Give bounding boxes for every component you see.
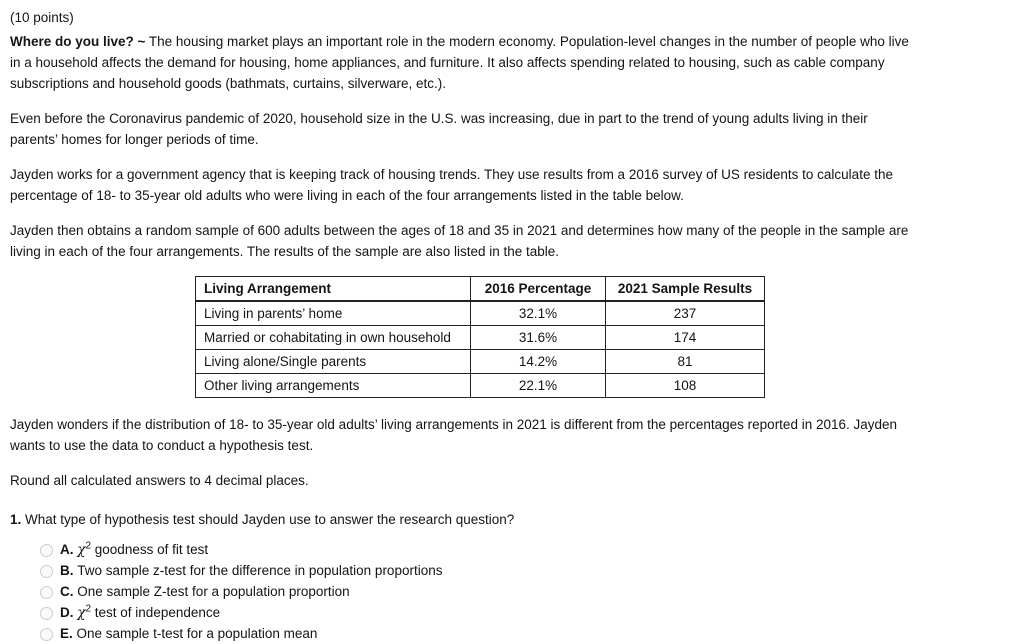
option-c-label: C. One sample Z-test for a population proportion xyxy=(60,584,350,599)
cell-arrangement: Other living arrangements xyxy=(196,374,471,398)
cell-arrangement: Living in parents’ home xyxy=(196,301,471,326)
cell-arrangement: Living alone/Single parents xyxy=(196,350,471,374)
header-2016-percentage: 2016 Percentage xyxy=(471,277,606,302)
answer-option-b[interactable] xyxy=(40,561,916,581)
answer-options xyxy=(40,540,916,644)
table-header-row xyxy=(196,277,765,302)
table-row xyxy=(196,326,765,350)
table-row xyxy=(196,350,765,374)
option-a-label: A. $\chi^2$ goodness of fit test xyxy=(60,540,209,558)
cell-sample: 108 xyxy=(606,374,765,398)
chi-exponent: 2 xyxy=(85,603,92,615)
cell-percentage: 22.1% xyxy=(471,374,606,398)
radio-button-e[interactable] xyxy=(40,628,53,641)
header-living-arrangement: Living Arrangement xyxy=(196,277,471,302)
chi-exponent: 2 xyxy=(85,540,92,552)
radio-button-c[interactable] xyxy=(40,586,53,599)
table-row xyxy=(196,301,765,326)
paragraph-rounding: Round all calculated answers to 4 decimal places. xyxy=(10,473,309,488)
table-row xyxy=(196,374,765,398)
cell-arrangement: Married or cohabitating in own household xyxy=(196,326,471,350)
intro-paragraph xyxy=(10,31,916,94)
cell-sample: 174 xyxy=(606,326,765,350)
option-b-label: B. Two sample z-test for the difference in population proportions xyxy=(60,563,443,578)
intro-text: The housing market plays an important role in the modern economy. Population-level changes in the number of people who live in a household affects the demand for housing, home appliances, and furniture. It also affects spending related to housing, such as cable company subscriptions and household goods (bathmats, curtains, silverware, etc.). xyxy=(10,34,909,91)
answer-option-e[interactable] xyxy=(40,624,916,644)
cell-percentage: 32.1% xyxy=(471,301,606,326)
paragraph-hypothesis: Jayden wonders if the distribution of 18- to 35-year old adults’ living arrangements in 2021 is different from the percentages reported in 2016. Jayden wants to use the data to conduct a hypothesis test. xyxy=(10,417,898,453)
paragraph-pandemic: Even before the Coronavirus pandemic of 2020, household size in the U.S. was increasing, due in part to the trend of young adults living in their parents’ homes for longer periods of time. xyxy=(10,111,868,147)
answer-option-c[interactable] xyxy=(40,582,916,602)
option-d-label: D. $\chi^2$ test of independence xyxy=(60,603,221,621)
answer-option-a[interactable] xyxy=(40,540,916,560)
paragraph-sample: Jayden then obtains a random sample of 600 adults between the ages of 18 and 35 in 2021 and determines how many of the people in the sample are living in each of the four arrangements. The results of the sample are also listed in the table. xyxy=(10,223,909,259)
question-1-text: What type of hypothesis test should Jayden use to answer the research question? xyxy=(21,512,515,527)
option-e-label: E. One sample t-test for a population mean xyxy=(60,626,318,641)
paragraph-agency: Jayden works for a government agency that is keeping track of housing trends. They use results from a 2016 survey of US residents to calculate the percentage of 18- to 35-year old adults who were living in each of the four arrangements listed in the table below. xyxy=(10,167,893,203)
cell-sample: 81 xyxy=(606,350,765,374)
chi-symbol: χ xyxy=(77,605,86,621)
radio-button-d[interactable] xyxy=(40,607,53,620)
header-2021-sample-results: 2021 Sample Results xyxy=(606,277,765,302)
question-title: Where do you live? ~ xyxy=(10,34,146,49)
radio-button-b[interactable] xyxy=(40,565,53,578)
chi-symbol: χ xyxy=(77,542,86,558)
answer-option-d[interactable] xyxy=(40,603,916,623)
question-1 xyxy=(10,509,916,530)
living-arrangement-table xyxy=(195,276,765,398)
question-1-number: 1. xyxy=(10,512,22,527)
cell-percentage: 14.2% xyxy=(471,350,606,374)
cell-sample: 237 xyxy=(606,301,765,326)
radio-button-a[interactable] xyxy=(40,544,53,557)
cell-percentage: 31.6% xyxy=(471,326,606,350)
points-label: (10 points) xyxy=(10,10,74,25)
